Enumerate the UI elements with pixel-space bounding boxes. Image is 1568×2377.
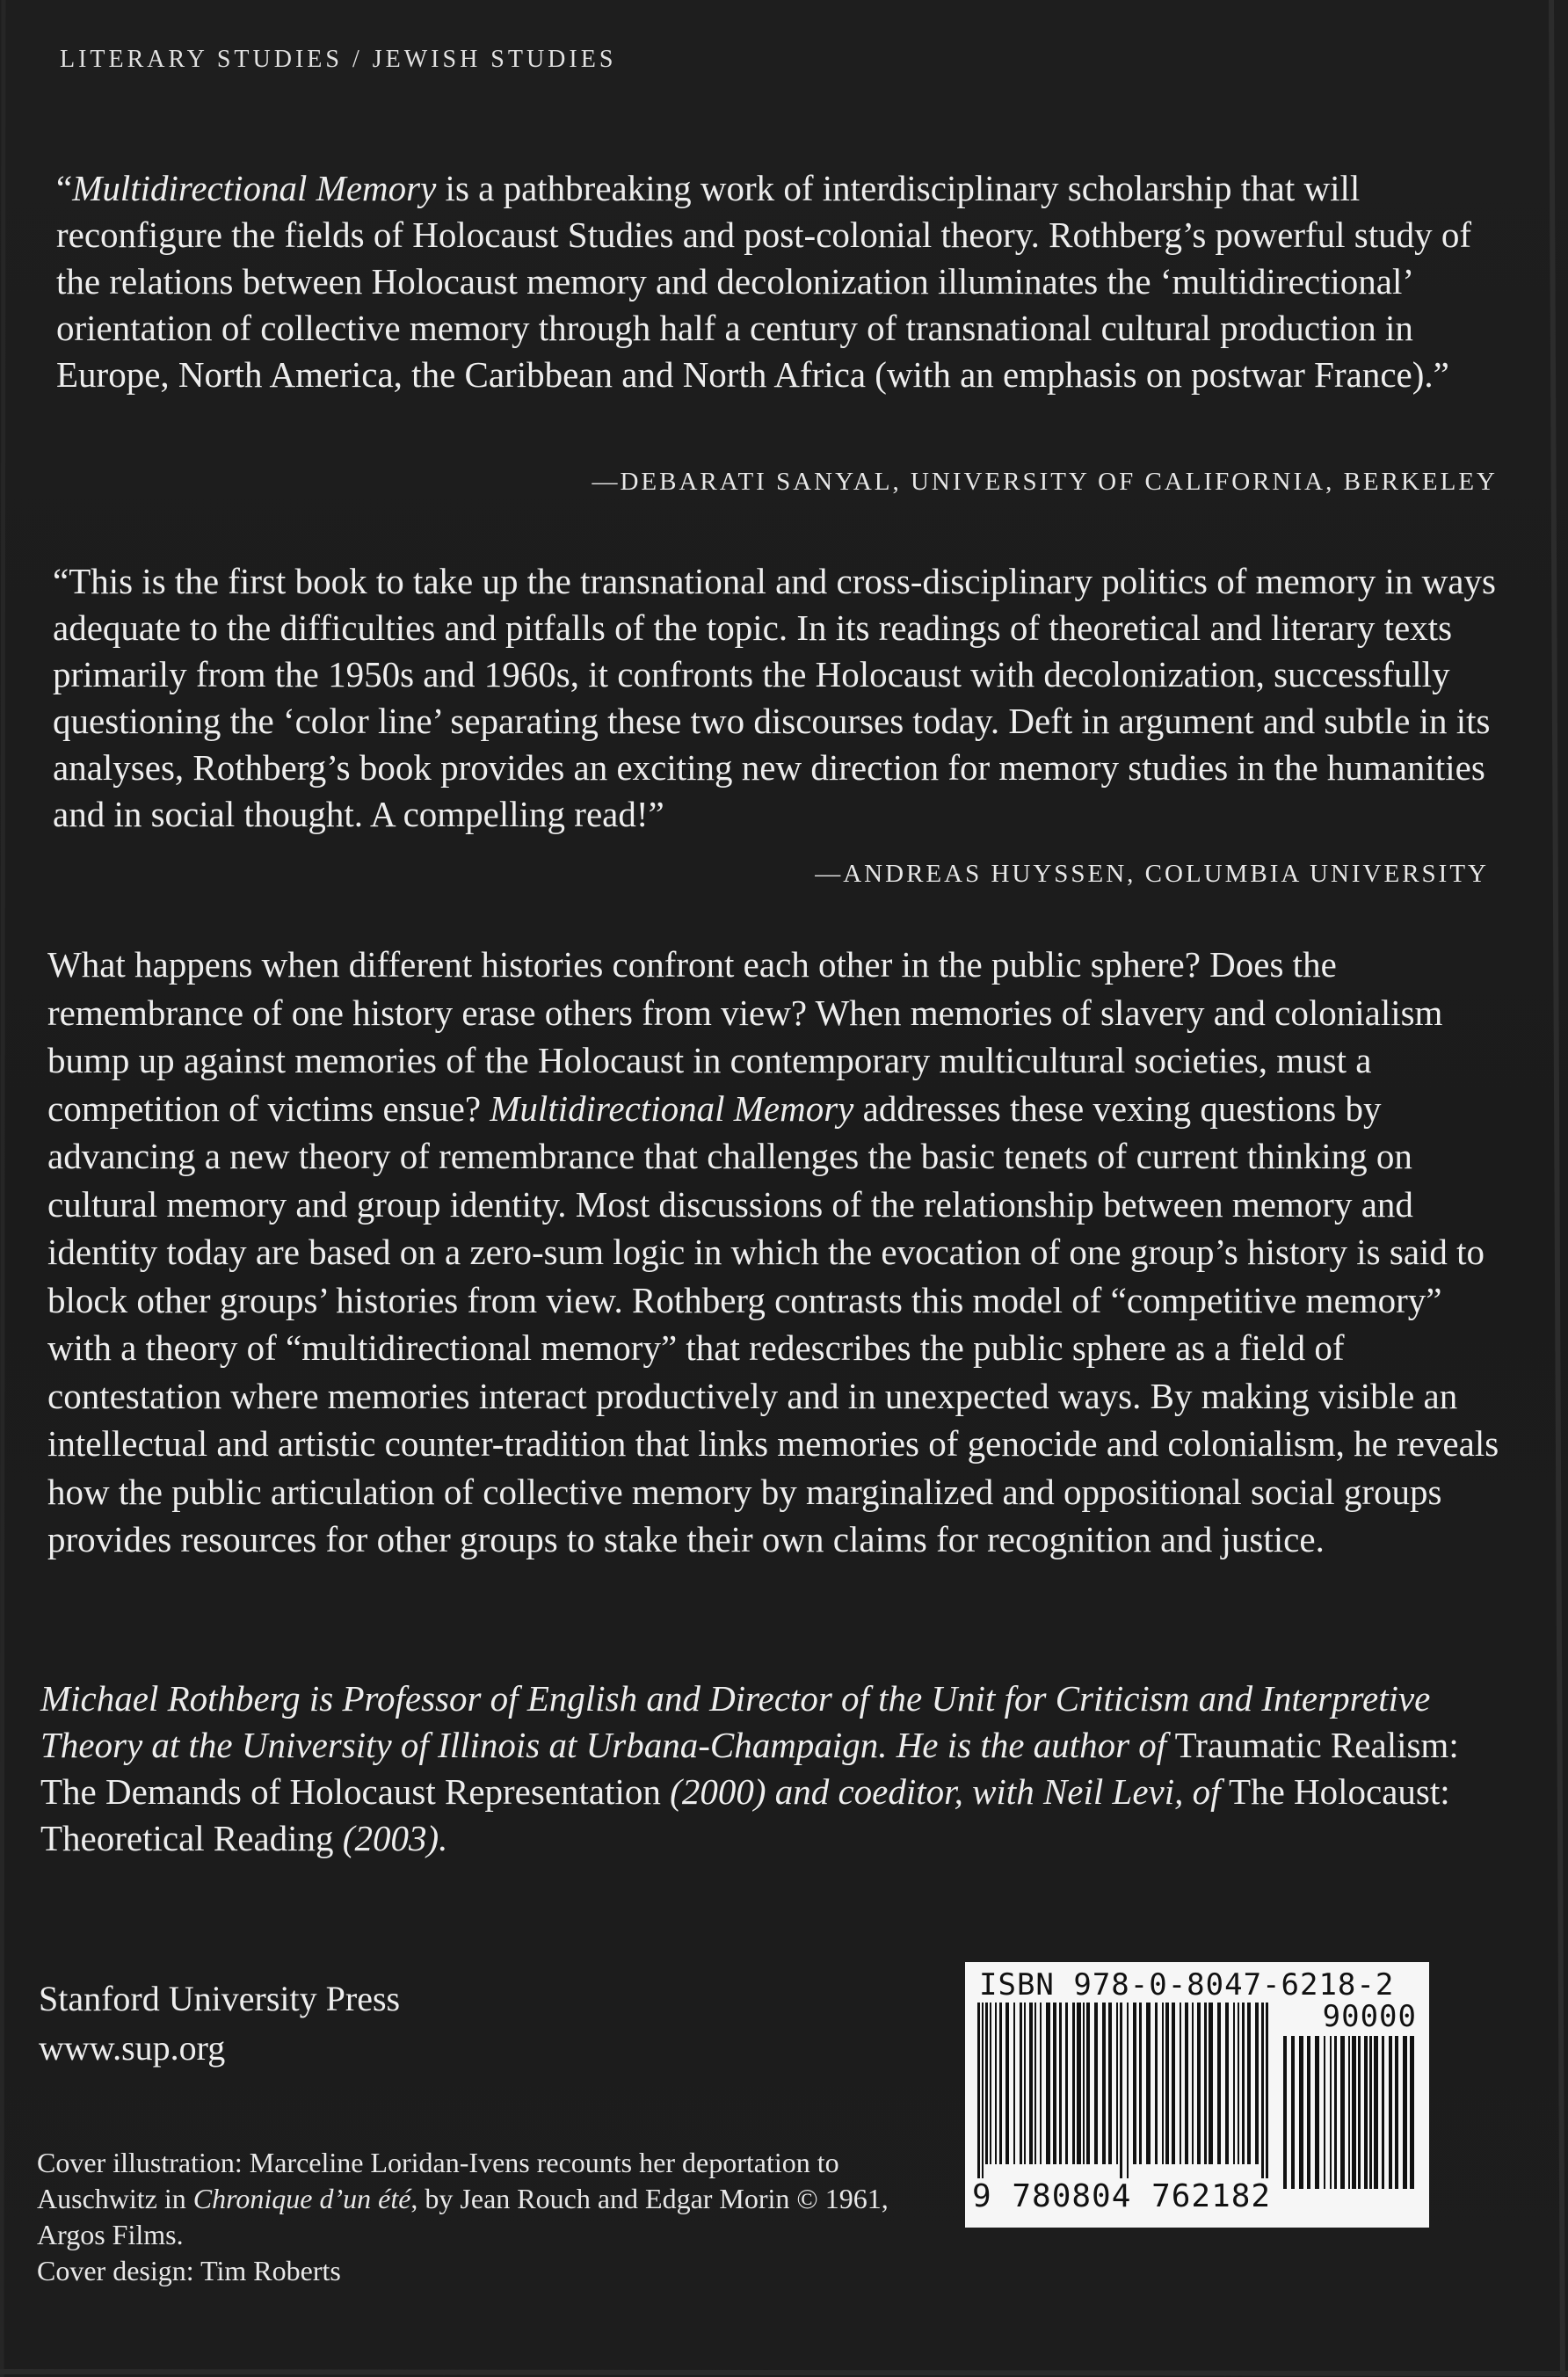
barcode-bar <box>1217 2003 1221 2164</box>
barcode-bar <box>1197 2003 1201 2164</box>
barcode-bar <box>977 2003 980 2178</box>
blurb-open-quote: “ <box>56 168 73 208</box>
barcode-bar <box>1299 2036 1303 2189</box>
barcode-bar <box>1403 2036 1407 2189</box>
book-title-italic: Multidirectional Memory <box>72 168 437 208</box>
barcode-bar <box>982 2003 984 2178</box>
barcode-bar <box>1334 2036 1337 2189</box>
barcode-bar <box>990 2003 991 2164</box>
author-bio-intro: Michael Rothberg is Professor of English and Director of the Unit for Criticism and Interpretive Theory at the University of Illinois at Urbana-Champaign. He is the author of <box>40 1678 1431 1765</box>
barcode-bar <box>1247 2003 1251 2164</box>
cover-illustration-credit <box>37 2145 916 2253</box>
barcode-bar <box>1180 2003 1181 2164</box>
author-book-1: Traumatic Realism: The Demands of Holocaust Representation <box>40 1725 1459 1812</box>
barcode-bar <box>1348 2036 1350 2189</box>
barcode-bar <box>1146 2003 1151 2164</box>
barcode-bar <box>1330 2036 1332 2189</box>
barcode-bar <box>1315 2036 1319 2189</box>
barcode-bar <box>1255 2003 1259 2164</box>
blurb-sanyal <box>56 165 1498 398</box>
description-part-1: What happens when different histories confront each other in the public sphere? Does the remembrance of one history erase others from view? When memories of slavery and colonialism bump up against memories of the Holocaust in contemporary multicultural societies, must a competition of victims ensue? <box>47 944 1443 1129</box>
publisher-name: Stanford University Press <box>39 1979 401 2018</box>
barcode-bar <box>1395 2036 1398 2189</box>
barcode-bar <box>1013 2003 1015 2164</box>
barcode-bar <box>1120 2003 1122 2178</box>
isbn-number: ISBN 978-0-8047-6218-2 <box>979 1967 1395 2003</box>
barcode-bar <box>1185 2003 1188 2164</box>
barcode-bar <box>1389 2036 1392 2189</box>
barcode-bar <box>1108 2003 1112 2164</box>
author-book-2: The Holocaust: Theoretical Reading <box>40 1771 1450 1858</box>
barcode-bar <box>1116 2003 1118 2164</box>
author-bio-mid: (2000) and coeditor, with Neil Levi, of <box>670 1771 1221 1812</box>
blurb-attribution-huyssen: —ANDREAS HUYSSEN, COLUMBIA UNIVERSITY <box>815 860 1489 888</box>
barcode-bar <box>1283 2036 1287 2189</box>
description-part-2: addresses these vexing questions by advancing a new theory of remembrance that challenges the basic tenets of current thinking on cultural memory and group identity. Most discussions of the relationship between memory and identity today are based on a zero-sum logic in which the evocation of one group’s history is said to block other groups’ histories from view. Rothberg contrasts this model of “competitive memory” with a theory of “multidirectional memory” that redescribes the public sphere as a field of contestation where memories interact productively and in unexpected ways. By making visible an intellectual and artistic counter-tradition that links memories of genocide and colonialism, he reveals how the public articulation of collective memory by marginalized and oppositional social groups provides resources for other groups to stake their own claims for recognition and justice. <box>47 1087 1499 1559</box>
barcode-bar <box>1127 2003 1129 2178</box>
barcode-bar <box>1369 2036 1372 2189</box>
barcode-bar <box>1266 2003 1268 2178</box>
barcode-bar <box>1029 2003 1033 2164</box>
description-book-title: Multidirectional Memory <box>490 1087 854 1129</box>
credit-text: Cover illustration: Marceline Loridan-Ivens recounts her deportation to Auschwitz in <box>37 2147 839 2214</box>
barcode-bar <box>1238 2003 1239 2164</box>
barcode-bar <box>1034 2003 1036 2164</box>
barcode-bar <box>1165 2003 1169 2164</box>
publisher-url: www.sup.org <box>39 2028 226 2068</box>
barcode-bar <box>1307 2036 1310 2189</box>
barcode-bar <box>985 2003 988 2164</box>
barcode-bar <box>1005 2003 1009 2164</box>
barcode-bar <box>1065 2003 1068 2164</box>
barcode-bar <box>999 2003 1002 2164</box>
film-title: Chronique d’un été <box>192 2183 411 2214</box>
barcode-bar <box>1352 2036 1356 2189</box>
barcode-bar <box>1155 2003 1158 2164</box>
barcode-bar <box>1340 2036 1345 2189</box>
author-bio-end: (2003). <box>342 1818 448 1858</box>
barcode-bar <box>1324 2036 1325 2189</box>
barcode-bar <box>1291 2036 1295 2189</box>
barcode-bar <box>1172 2003 1175 2164</box>
cover-credits <box>37 2145 916 2289</box>
barcode-bar <box>1261 2003 1264 2178</box>
barcode-bar <box>1192 2003 1194 2164</box>
barcode-bar <box>1083 2003 1085 2164</box>
blurb-huyssen: “This is the first book to take up the transnational and cross-disciplinary politics of memory in ways adequate to the difficulties and pitfalls of the topic. In its readings of theoretical and literary texts primarily from the 1950s and 1960s, it confronts the Holocaust with decolonization, successfully questioning the ‘color line’ separating these two discourses today. Deft in argument and subtle in its analyses, Rothberg’s book provides an exciting new direction for memory studies in the humanities and in social thought. A compelling read!” <box>53 561 1496 834</box>
barcode-bar <box>995 2003 997 2164</box>
author-bio <box>40 1676 1499 1862</box>
barcode-bar <box>1086 2003 1090 2164</box>
barcode-bar <box>1133 2003 1136 2164</box>
barcode-bar <box>1059 2003 1062 2164</box>
category-label: LITERARY STUDIES / JEWISH STUDIES <box>60 46 617 73</box>
blurb-attribution-sanyal: —DEBARATI SANYAL, UNIVERSITY OF CALIFORNIA, BERKELEY <box>592 468 1498 496</box>
barcode-bar <box>1410 2036 1414 2189</box>
barcode-bar <box>1382 2036 1384 2189</box>
book-description <box>47 941 1506 1564</box>
blurb-text: is a pathbreaking work of interdisciplinary scholarship that will reconfigure the fields of Holocaust Studies and post-colonial theory. Rothberg’s powerful study of the relations between Holocaust memory and decolonization illuminates the ‘multidirectional’ orientation of collective memory through half a century of transnational cultural production in Europe, North America, the Caribbean and North Africa (with an emphasis on postwar France).” <box>56 168 1472 395</box>
barcode-bar <box>1024 2003 1026 2164</box>
barcode-bar <box>1094 2003 1098 2164</box>
addon-barcode-bars <box>1281 2036 1419 2203</box>
barcode-bar <box>1358 2036 1361 2189</box>
credit-text-end: , by Jean Rouch and Edgar Morin © 1961, Argos Films. <box>37 2183 889 2250</box>
price-code: 90000 <box>1322 1999 1417 2034</box>
barcode-bar <box>1242 2003 1245 2164</box>
barcode-bar <box>1020 2003 1022 2164</box>
barcode-bar <box>1077 2003 1081 2164</box>
barcode-bar <box>1209 2003 1213 2164</box>
barcode-bar <box>1364 2036 1368 2189</box>
barcode-bar <box>1233 2003 1235 2164</box>
barcode-bar <box>1072 2003 1075 2164</box>
barcode-bar <box>1162 2003 1164 2164</box>
isbn-barcode <box>965 1962 1429 2228</box>
barcode-bar <box>1046 2003 1050 2164</box>
publisher-block <box>39 1974 400 2073</box>
barcode-bar <box>1374 2036 1378 2189</box>
barcode-bar <box>1102 2003 1106 2164</box>
barcode-bar <box>1225 2003 1229 2164</box>
ean-barcode-bars <box>976 2003 1271 2178</box>
barcode-bar <box>1040 2003 1042 2164</box>
cover-design-credit: Cover design: Tim Roberts <box>37 2255 341 2286</box>
barcode-bar <box>1139 2003 1142 2164</box>
barcode-bar <box>1204 2003 1207 2164</box>
barcode-digits: 9 780804 762182 <box>972 2178 1272 2214</box>
barcode-bar <box>1053 2003 1056 2164</box>
